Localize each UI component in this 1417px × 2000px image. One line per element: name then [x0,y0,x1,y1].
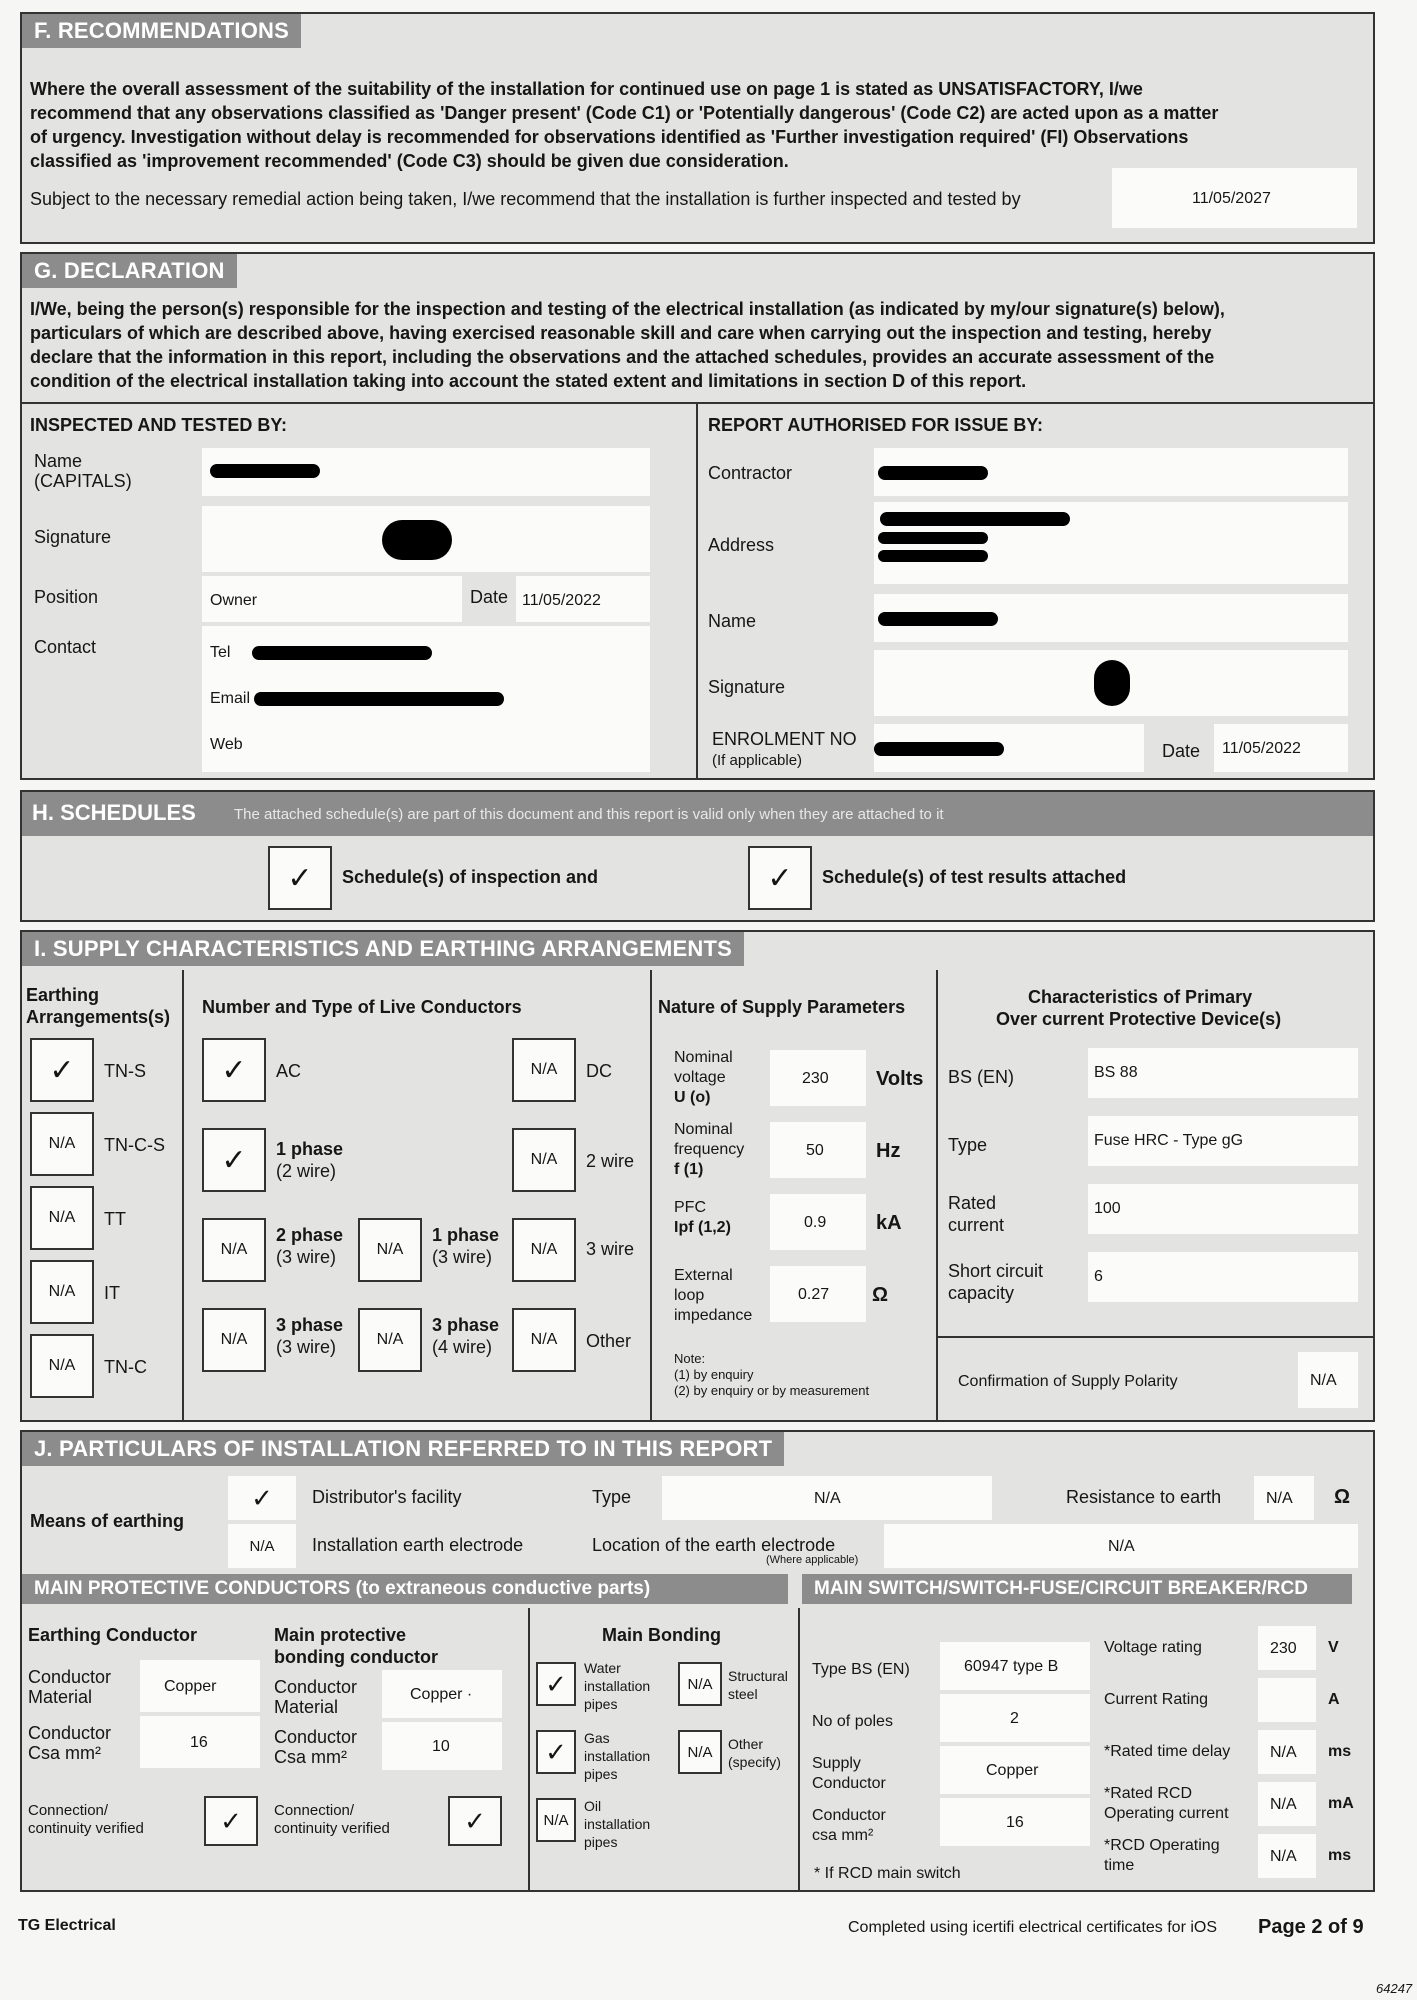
section-g-title: G. DECLARATION [22,254,237,288]
electrode-location-field[interactable] [884,1524,1358,1568]
one-phase-three-wire-sub: (3 wire) [432,1247,493,1267]
conductor-csa-value: 16 [1006,1814,1024,1831]
authoriser-date-field[interactable] [1214,724,1348,772]
earthing-it-box[interactable]: N/A [30,1260,94,1324]
rcd-time-label-2: time [1104,1857,1135,1874]
footer-completed: Completed using icertifi electrical certificates for iOS [848,1919,1218,1936]
ec-material-label: Conductor [28,1667,112,1687]
authoriser-name-field[interactable] [874,594,1348,642]
authoriser-signature-field[interactable] [874,650,1348,716]
one-phase-three-wire-box[interactable]: N/A [358,1218,422,1282]
ec-material-value: Copper [164,1678,217,1695]
signature-label: Signature [34,527,112,547]
means-of-earthing-label: Means of earthing [30,1511,185,1531]
loop-field[interactable] [770,1266,866,1322]
bc-connection-checkbox[interactable]: ✓ [448,1796,502,1846]
enrolment-field[interactable] [874,724,1144,772]
loop-label-2: loop [674,1287,705,1304]
name-label: Name [34,451,83,471]
bs-en-value: BS 88 [1094,1064,1138,1081]
ac-label: AC [276,1061,302,1081]
loop-value: 0.27 [798,1286,830,1303]
main-bonding-heading: Main Bonding [602,1625,721,1645]
rated-time-delay-unit: ms [1328,1743,1352,1760]
conductor-csa-field[interactable] [940,1798,1090,1846]
oil-pipes-box[interactable]: N/A [536,1798,576,1842]
electrode-type-value: N/A [814,1490,841,1507]
short-circuit-field[interactable] [1088,1252,1358,1302]
resistance-value: N/A [1266,1490,1293,1507]
bc-connection-label: Connection/ [274,1802,355,1819]
electrode-type-label: Type [592,1487,632,1507]
bc-csa-field[interactable] [382,1722,502,1770]
section-h-subtitle: The attached schedule(s) are part of this document and this report is valid only when they are attached to it [234,806,944,823]
position-value: Owner [210,592,258,609]
footer-page: Page 2 of 9 [1258,1916,1364,1938]
loop-unit: Ω [872,1284,889,1306]
authorised-title: REPORT AUTHORISED FOR ISSUE BY: [708,415,1044,435]
frequency-label-3: f (1) [674,1161,704,1178]
electrode-type-field[interactable] [662,1476,992,1520]
position-field[interactable] [202,576,462,622]
supply-conductor-label: Supply [812,1755,861,1772]
supply-conductor-field[interactable] [940,1746,1090,1794]
dc-label: DC [586,1061,612,1081]
earthing-it-label: IT [104,1283,120,1303]
ec-connection-checkbox[interactable]: ✓ [204,1796,258,1846]
current-rating-label: Current Rating [1104,1691,1209,1708]
inspector-date-label: Date [470,587,509,607]
one-phase-two-wire-sub: (2 wire) [276,1161,337,1181]
char-heading: Characteristics of Primary [1028,987,1253,1007]
current-rating-unit: A [1328,1691,1340,1708]
three-phase-four-wire-box[interactable]: N/A [358,1308,422,1372]
earthing-heading-2: Arrangements(s) [26,1007,171,1027]
two-phase-three-wire-sub: (3 wire) [276,1247,337,1267]
bc-connection-label-2: continuity verified [274,1820,390,1837]
decl-text-3: declare that the information in this report, including the observations and the attached schedules, provides an accurate assessment of the [30,347,1215,367]
other-conductor-box[interactable]: N/A [512,1308,576,1372]
rcd-time-unit: ms [1328,1847,1352,1864]
rated-current-value: 100 [1094,1200,1121,1217]
contact-label: Contact [34,637,97,657]
water-label: Water [584,1660,621,1676]
frequency-unit: Hz [876,1140,901,1162]
water-label-3: pipes [584,1696,618,1712]
pfc-field[interactable] [770,1194,866,1250]
resistance-unit: Ω [1334,1486,1351,1508]
inspected-title: INSPECTED AND TESTED BY: [30,415,288,435]
earthing-tn-c-box[interactable]: N/A [30,1334,94,1398]
earthing-tn-c-s-box[interactable]: N/A [30,1112,94,1176]
decl-text-1: I/We, being the person(s) responsible for the inspection and testing of the electrical installation (as indicated by my/our signature(s) below), [30,299,1225,319]
enrolment-label: ENROLMENT NO [712,729,857,749]
device-type-value: Fuse HRC - Type gG [1094,1132,1244,1149]
decl-text-2: particulars of which are described above, having exercised reasonable skill and care when carrying out the inspection and testing, hereby [30,323,1212,343]
ec-connection-label: Connection/ [28,1802,109,1819]
rcd-time-value: N/A [1270,1848,1297,1865]
conductor-csa-label-2: csa mm² [812,1827,874,1844]
note-label: Note: [674,1351,706,1366]
short-circuit-label: Short circuit [948,1261,1044,1281]
other-conductor-label: Other [586,1331,632,1351]
earth-electrode-box[interactable]: N/A [228,1524,296,1568]
poles-label: No of poles [812,1713,893,1730]
frequency-label: Nominal [674,1121,733,1138]
ec-material-label-2: Material [28,1687,93,1707]
pfc-value: 0.9 [804,1214,827,1231]
authoriser-date-label: Date [1162,741,1201,761]
contact-field[interactable] [202,626,650,772]
rec-text-3: of urgency. Investigation without delay is recommended for observations identified as 'Further investigation required' (FI) Observations [30,127,1189,147]
rec-text-4: classified as 'improvement recommended' (Code C3) should be given due consideration. [30,151,789,171]
rcd-current-label: *Rated RCD [1104,1785,1193,1802]
section-f-title: F. RECOMMENDATIONS [22,14,301,48]
position-label: Position [34,587,99,607]
voltage-unit: Volts [876,1068,924,1090]
pfc-label-2: Ipf (1,2) [674,1219,731,1236]
email-label: Email [210,690,251,707]
schedule-test-results-label: Schedule(s) of test results attached [822,867,1127,887]
three-wire-label: 3 wire [586,1239,635,1259]
bonding-conductor-heading: Main protective [274,1625,407,1645]
distributor-facility-box[interactable]: ✓ [228,1476,296,1520]
bc-material-field[interactable] [382,1670,502,1718]
bc-material-label: Conductor [274,1677,358,1697]
authoriser-name-label: Name [708,611,757,631]
mpc-title: MAIN PROTECTIVE CONDUCTORS (to extraneous conductive parts) [22,1574,788,1604]
earthing-tn-s-label: TN-S [104,1061,146,1081]
authoriser-date: 11/05/2022 [1222,740,1301,757]
type-bs-field[interactable] [940,1642,1090,1690]
bc-csa-label: Conductor [274,1727,358,1747]
electrode-location-label: Location of the earth electrode [592,1535,836,1555]
type-bs-label: Type BS (EN) [812,1661,910,1678]
next-inspection-date: 11/05/2027 [1192,190,1271,207]
steel-label-2: steel [728,1686,758,1702]
nature-heading: Nature of Supply Parameters [658,997,906,1017]
rec-subject-text: Subject to the necessary remedial action being taken, I/we recommend that the installation is further inspected and tested by [30,189,1021,209]
voltage-field[interactable] [770,1050,866,1106]
earthing-tn-s-box[interactable]: ✓ [30,1038,94,1102]
pfc-label: PFC [674,1199,706,1216]
rated-time-delay-value: N/A [1270,1744,1297,1761]
device-type-label: Type [948,1135,988,1155]
polarity-label: Confirmation of Supply Polarity [958,1373,1178,1390]
one-phase-two-wire-box[interactable]: ✓ [202,1128,266,1192]
loop-label: External [674,1267,733,1284]
bc-material-label-2: Material [274,1697,339,1717]
voltage-rating-unit: V [1328,1639,1339,1656]
earth-electrode-label: Installation earth electrode [312,1535,524,1555]
contractor-field[interactable] [874,448,1348,496]
polarity-value: N/A [1310,1372,1337,1389]
poles-field[interactable] [940,1694,1090,1742]
bc-material-value: Copper · [410,1686,473,1703]
poles-value: 2 [1010,1710,1019,1727]
other-bonding-box[interactable]: N/A [678,1730,722,1774]
rcd-current-value: N/A [1270,1796,1297,1813]
inspector-name-field[interactable] [202,448,650,496]
rated-time-delay-label: *Rated time delay [1104,1743,1231,1760]
main-switch-title: MAIN SWITCH/SWITCH-FUSE/CIRCUIT BREAKER/RCD [802,1574,1352,1604]
voltage-rating-value: 230 [1270,1640,1297,1657]
char-heading-2: Over current Protective Device(s) [996,1009,1282,1029]
address-field[interactable] [874,502,1348,584]
earthing-conductor-heading: Earthing Conductor [28,1625,197,1645]
supply-conductor-value: Copper [986,1762,1039,1779]
one-phase-two-wire-label: 1 phase [276,1139,344,1159]
gas-label-3: pipes [584,1766,618,1782]
next-inspection-date-field[interactable] [1112,168,1357,228]
footer-code: 64247 [1376,1981,1413,1996]
electrode-location-sub: (Where applicable) [766,1554,859,1566]
ac-box[interactable]: ✓ [202,1038,266,1102]
inspector-date: 11/05/2022 [522,592,601,609]
gas-pipes-box[interactable]: ✓ [536,1730,576,1774]
electrode-location-value: N/A [1108,1538,1135,1555]
frequency-value: 50 [806,1142,824,1159]
three-phase-four-wire-sub: (4 wire) [432,1337,493,1357]
two-phase-three-wire-label: 2 phase [276,1225,344,1245]
contractor-label: Contractor [708,463,793,483]
three-phase-four-wire-label: 3 phase [432,1315,500,1335]
device-type-field[interactable] [1088,1116,1358,1166]
earthing-tt-box[interactable]: N/A [30,1186,94,1250]
voltage-value: 230 [802,1070,829,1087]
other-bonding-label: Other [728,1736,764,1752]
earthing-tn-c-label: TN-C [104,1357,147,1377]
section-supply [20,930,1375,1422]
short-circuit-value: 6 [1094,1268,1103,1285]
oil-label: Oil [584,1798,602,1814]
earthing-tt-label: TT [104,1209,126,1229]
schedule-inspection-checkbox[interactable]: ✓ [268,846,332,910]
gas-label: Gas [584,1730,610,1746]
other-bonding-label-2: (specify) [728,1754,781,1770]
footer-company: TG Electrical [18,1917,116,1934]
ec-csa-value: 16 [190,1734,208,1751]
rcd-current-label-2: Operating current [1104,1805,1229,1822]
conductors-heading: Number and Type of Live Conductors [202,997,522,1017]
ec-material-field[interactable] [140,1660,260,1712]
ec-csa-field[interactable] [140,1716,260,1768]
three-phase-three-wire-box[interactable]: N/A [202,1308,266,1372]
current-rating-field[interactable] [1258,1678,1316,1722]
section-schedules [20,790,1375,922]
one-phase-three-wire-label: 1 phase [432,1225,500,1245]
schedule-test-results-checkbox[interactable]: ✓ [748,846,812,910]
bc-csa-value: 10 [432,1738,450,1755]
three-phase-three-wire-label: 3 phase [276,1315,344,1335]
section-recommendations [20,12,1375,244]
rcd-current-unit: mA [1328,1795,1354,1812]
water-pipes-box[interactable]: ✓ [536,1662,576,1706]
three-wire-box[interactable]: N/A [512,1218,576,1282]
voltage-rating-field[interactable] [1258,1626,1316,1670]
voltage-rating-label: Voltage rating [1104,1639,1202,1656]
earthing-tn-c-s-label: TN-C-S [104,1135,165,1155]
note-2: (2) by enquiry or by measurement [674,1383,870,1398]
water-label-2: installation [584,1678,651,1694]
conductor-csa-label: Conductor [812,1807,886,1824]
enrolment-sub-label: (If applicable) [712,752,803,769]
bc-csa-label-2: Csa mm² [274,1747,347,1767]
two-wire-box[interactable]: N/A [512,1128,576,1192]
bs-en-label: BS (EN) [948,1067,1015,1087]
note-1: (1) by enquiry [674,1367,754,1382]
supply-conductor-label-2: Conductor [812,1775,886,1792]
section-j-title: J. PARTICULARS OF INSTALLATION REFERRED TO IN THIS REPORT [22,1432,784,1466]
rcd-note: * If RCD main switch [814,1865,961,1882]
voltage-label-3: U (o) [674,1089,711,1106]
rated-current-label: Rated [948,1193,997,1213]
distributor-facility-label: Distributor's facility [312,1487,462,1507]
inspector-signature-field[interactable] [202,506,650,572]
steel-label: Structural [728,1668,788,1684]
oil-label-2: installation [584,1816,651,1832]
web-label: Web [210,736,243,753]
ec-csa-label: Conductor [28,1723,112,1743]
resistance-label: Resistance to earth [1066,1487,1222,1507]
section-declaration [20,252,1375,780]
schedule-inspection-label: Schedule(s) of inspection and [342,867,599,887]
resistance-field[interactable] [1254,1476,1314,1520]
voltage-label: Nominal [674,1049,733,1066]
decl-text-4: condition of the electrical installation taking into account the stated extent and limitations in section D of this report. [30,371,1027,391]
oil-label-3: pipes [584,1834,618,1850]
type-bs-value: 60947 type B [964,1658,1059,1675]
structural-steel-box[interactable]: N/A [678,1662,722,1706]
authoriser-signature-label: Signature [708,677,786,697]
section-i-title: I. SUPPLY CHARACTERISTICS AND EARTHING ARRANGEMENTS [22,932,744,966]
short-circuit-label-2: capacity [948,1283,1015,1303]
two-phase-three-wire-box[interactable]: N/A [202,1218,266,1282]
rec-text-2: recommend that any observations classified as 'Danger present' (Code C1) or 'Potentially dangerous' (Code C2) are acted upon as a matter [30,103,1219,123]
rated-time-delay-field[interactable] [1258,1730,1316,1774]
frequency-field[interactable] [770,1122,866,1178]
pfc-unit: kA [876,1212,902,1234]
ec-connection-label-2: continuity verified [28,1820,144,1837]
two-wire-label: 2 wire [586,1151,635,1171]
rec-text-1: Where the overall assessment of the suitability of the installation for continued use on page 1 is stated as UNSATISFACTORY, I/we [30,79,1143,99]
earthing-heading: Earthing [26,985,100,1005]
frequency-label-2: frequency [674,1141,745,1158]
rated-current-label-2: current [948,1215,1005,1235]
loop-label-3: impedance [674,1307,753,1324]
rcd-current-field[interactable] [1258,1782,1316,1826]
voltage-label-2: voltage [674,1069,726,1086]
polarity-field[interactable] [1298,1352,1358,1408]
inspector-date-field[interactable] [516,576,650,622]
bs-en-field[interactable] [1088,1048,1358,1098]
section-particulars [20,1430,1375,1892]
section-h-title: H. SCHEDULES [32,800,196,825]
three-phase-three-wire-sub: (3 wire) [276,1337,337,1357]
name-capitals-label: (CAPITALS) [34,471,132,491]
rated-current-field[interactable] [1088,1184,1358,1234]
address-label: Address [708,535,775,555]
rcd-time-field[interactable] [1258,1834,1316,1878]
rcd-time-label: *RCD Operating [1104,1837,1220,1854]
dc-box[interactable]: N/A [512,1038,576,1102]
tel-label: Tel [210,644,231,661]
gas-label-2: installation [584,1748,651,1764]
ec-csa-label-2: Csa mm² [28,1743,101,1763]
bonding-conductor-heading-2: bonding conductor [274,1647,438,1667]
